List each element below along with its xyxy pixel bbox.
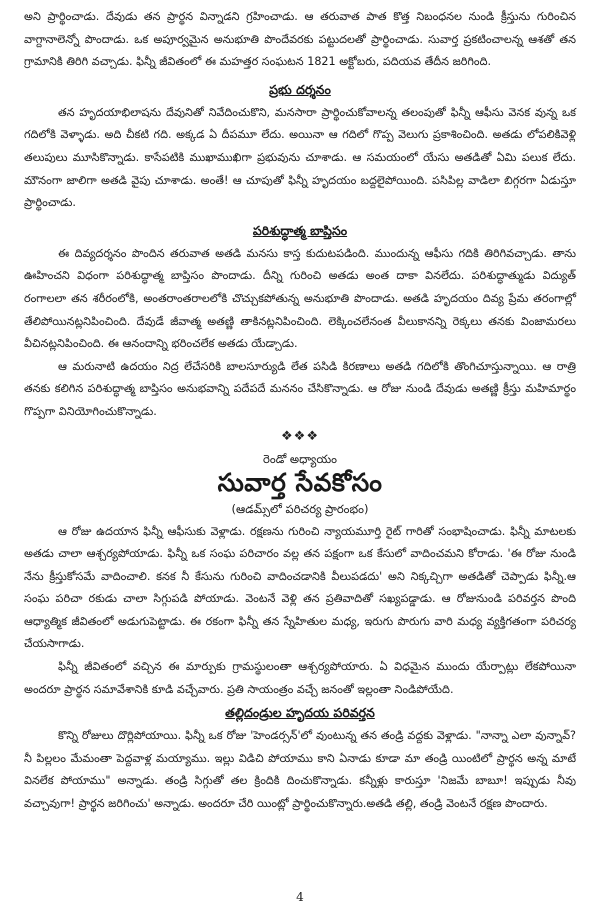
paragraph-office: ఆ రోజు ఉదయాన ఫిన్నీ ఆఫీసుకు వెళ్లాడు. రక్షణను గురించి న్యాయమూర్తి రైట్ గారితో సంభాషించాడు. ఫిన్నీ మాటలకు అతడు చాలా ఆశ్చర్యపోయాడు. ఫిన్నీ ఒక సంఘ పరిచారం వల్ల తన పక్షంగా ఒక కేసులో వాదించమని కోరాడు. 'ఈ రోజు నుండి నేను క్రీస్తుకోసమే వాదించాలి. కనక నీ కేసును గురించి వాదించడానికి వీలుపడదు' అని నిక్కచ్చిగా అతడితో చెప్పాడు ఫిన్నీ.ఆ సంఘ పరిచా రకుడు చాలా సిగ్గుపడి పోయాడు. వెంటనే వెళ్లి తన ప్రతివాదితో సఖ్యపడ్డాడు. ఆ రోజునుండి పరివర్తన పొంది ఆధ్యాత్మిక జీవితంలో అడుగుపెట్టాడు. ఈ రకంగా ఫిన్నీ తన స్నేహితుల మధ్య, ఇరుగు పొరుగు వారి మధ్య వ్యక్తిగతంగా పరిచర్య చేయసాగాడు. [24, 524, 576, 651]
page-number: 4 [296, 890, 304, 904]
paragraph-next-morning: ఆ మరునాటి ఉదయం నిద్ర లేచేసరికి బాలసూర్యుడి లేత పసిడి కిరణాలు అతడి గదిలోకి తొంగిచూస్తున్నాయి. ఆ రాత్రి తనకు కలిగిన పరిశుద్ధాత్మ బాప్తిసం అనుభవాన్ని పదేపదే మననం చేసికొన్నాడు. ఆ రోజు నుండి దేవుడు అతణ్ణి క్రీస్తు మహిమార్థం గొప్పగా వినియోగించుకొన్నాడు. [24, 359, 576, 418]
paragraph-vision: తన హృదయాభిలాషను దేవునితో నివేదించుకొని, మనసారా ప్రార్థించుకోవాలన్న తలంపుతో ఫిన్నీ ఆఫీసు వెనక వున్న ఒక గదిలోకి వెళ్ళాడు. అది చీకటి గది. అక్కడ ఏ దీపమూ లేదు. అయినా ఆ గదిలో గొప్ప వెలుగు ప్రకాశించింది. అతడు లోపలికివెళ్లి తలుపులు మూసికొన్నాడు. కాసేపటికి ముఖాముఖిగా ప్రభువును చూశాడు. ఆ సమయంలో యేసు అతడితో ఏమి పలుక లేదు. మౌనంగా జాలిగా అతడి వైపు చూశాడు. అంతే! ఆ చూపుతో ఫిన్నీ హృదయం బద్దలైపోయింది. పసిపిల్ల వాడిలా బిగ్గరగా ఏడుస్తూ ప్రార్థించాడు. [24, 105, 576, 210]
paragraph-opening: అని ప్రార్థించాడు. దేవుడు తన ప్రార్థన విన్నాడని గ్రహించాడు. ఆ తరువాత పాత కొత్త నిబంధనల నుండి క్రీస్తును గురించిన వాగ్దానాలెన్నో పొందాడు. ఒక అపూర్వమైన అనుభూతి పొందేవరకు పట్టుదలతో ప్రార్థించాడు. సువార్త ప్రకటించాలన్న ఆశతో తన గ్రామానికి తిరిగి వచ్చాడు. ఫిన్నీ జీవితంలో ఈ మహత్తర సంఘటన 1821 అక్టోబరు, పదియవ తేదీన జరిగింది. [24, 10, 576, 69]
chapter-subtitle: (ఆడమ్స్‌లో పరిచర్య ప్రారంభం) [231, 501, 369, 516]
ornament-separator: ❖❖❖ [281, 428, 319, 444]
section-heading-parents: తల్లిదండ్రుల హృదయ పరివర్తన [225, 705, 375, 721]
chapter-title: సువార్త సేవకోసం [217, 467, 383, 497]
paragraph-parents: కొన్ని రోజులు దొర్లిపోయాయి. ఫిన్నీ ఒక రోజు 'హెండర్సన్'లో వుంటున్న తన తండ్రి వద్దకు వెళ్లాడు. "నాన్నా ఎలా వున్నావ్? నీ పిల్లలం మేమంతా పెద్దవాళ్ల మయ్యాము. ఇల్లు విడిచి పోయాము కాని ఏనాడు కూడా మా తండ్రి యింటిలో ప్రార్థన అన్న మాటే వినలేక పోయాము" అన్నాడు. తండ్రి సిగ్గుతో తల క్రిందికి దించుకొన్నాడు. కన్నీళ్లు కారుస్తూ 'నిజమే బాబూ! ఇప్పుడు నీవు వచ్చావుగా! ప్రార్థన జరిగించు' అన్నాడు. అందరూ చేరి యింట్లో ప్రార్థించుకొన్నారు.అతడి తల్లి, తండ్రి వెంటనే రక్షణ పొందారు. [24, 729, 576, 811]
page-body [24, 6, 576, 816]
section-heading-baptism: పరిశుద్ధాత్మ బాప్తిసం [252, 222, 348, 238]
chapter-number: రెండో అధ్యాయం [263, 451, 337, 466]
section-heading-vision: ప్రభు దర్శనం [269, 81, 331, 97]
paragraph-baptism: ఈ దివ్యదర్శనం పొందిన తరువాత అతడి మనసు కాస్త కుదుటపడింది. ముందున్న ఆఫీసు గదికి తిరిగివచ్చాడు. తాను ఊహించని విధంగా పరిశుద్ధాత్మ బాప్తిసం పొందాడు. దీన్ని గురించి అతడు అంత దాకా వినలేదు. పరిశుద్ధాత్ముడు విద్యుత్ రంగాలలా తన శరీరంలోకి, అంతరాంతరాలలోకి చొచ్చుకపోతున్న అనుభూతి పొందాడు. అతడి హృదయం దివ్య ప్రేమ తరంగాల్లో తేలిపోయినట్లనిపించింది. దేవుడే జీవాత్మ అతణ్ణి తాకినట్లనిపించింది. లెక్కించలేనంత వీలుకానన్ని రెక్కలు తనకు వింజామరలు వీచినట్లనిపించింది. ఈ ఆనందాన్ని భరించలేక అతడు యేడ్చాడు. [24, 246, 576, 351]
paragraph-village: ఫిన్నీ జీవితంలో వచ్చిన ఈ మార్పుకు గ్రామస్థులంతా ఆశ్చర్యపోయారు. ఏ విధమైన ముందు యేర్పాట్లు లేకపోయినా అందరూ ప్రార్థన సమావేశానికి కూడి వచ్చేవారు. ప్రతి సాయంత్రం వచ్చే జనంతో ఇల్లంతా నిండిపోయేది. [24, 660, 576, 696]
